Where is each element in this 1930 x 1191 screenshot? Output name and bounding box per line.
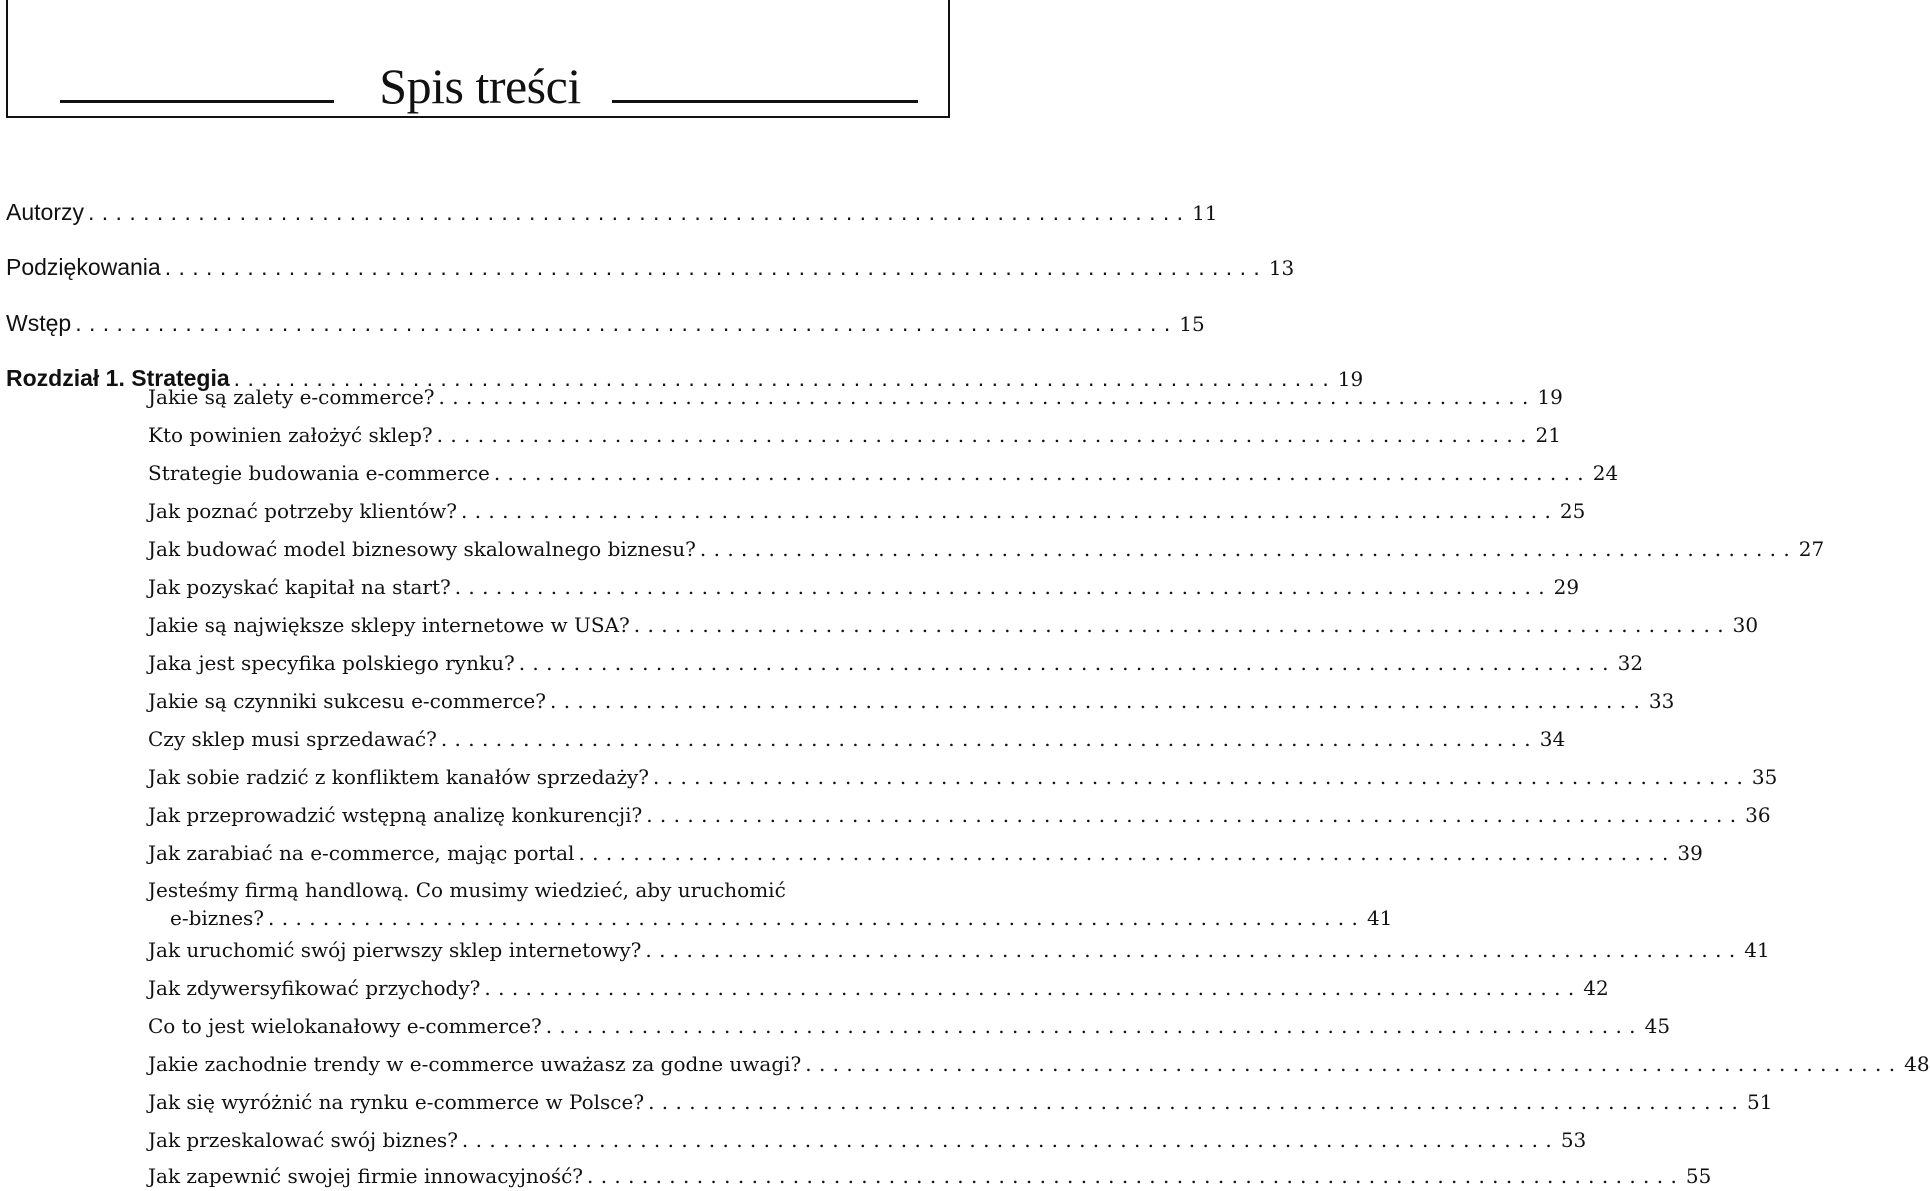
toc-entry-label: e-biznes? <box>170 906 265 930</box>
toc-entry-page: 35 <box>1751 765 1778 789</box>
toc-leader-dots: . . . . . . . . . . . . . . . . . . . . . . . . . . . . . . . . . . . . . . . . . . . . . . . . . . . . . . . . . . . . . . . . . . . . . . . . . . . . . . . . <box>653 765 1744 789</box>
toc-entry-label: Jak sobie radzić z konfliktem kanałów sprzedaży? <box>148 765 650 789</box>
toc-leader-dots: . . . . . . . . . . . . . . . . . . . . . . . . . . . . . . . . . . . . . . . . . . . . . . . . . . . . . . . . . . . . . . . . . . . . . . . . . . . . . . . . <box>460 499 1552 523</box>
toc-entry-page: 41 <box>1744 938 1770 962</box>
toc-subentry[interactable] <box>148 497 1586 525</box>
toc-subentry[interactable] <box>148 1050 1930 1078</box>
toc-entry-label: Wstęp <box>6 310 72 336</box>
toc-subentry[interactable] <box>148 1012 1671 1040</box>
toc-leader-dots: . . . . . . . . . . . . . . . . . . . . . . . . . . . . . . . . . . . . . . . . . . . . . . . . . . . . . . . . . . . . . . . . . . . . . . . . . . . . . . . . <box>268 906 1359 930</box>
toc-entry-page: 39 <box>1677 841 1703 865</box>
toc-entry-page: 45 <box>1644 1014 1671 1038</box>
toc-entry[interactable] <box>6 253 1295 282</box>
toc-leader-dots: . . . . . . . . . . . . . . . . . . . . . . . . . . . . . . . . . . . . . . . . . . . . . . . . . . . . . . . . . . . . . . . . . . . . . . . . . . . . . . . . <box>699 537 1791 561</box>
toc-entry-page: 15 <box>1179 312 1205 336</box>
toc-leader-dots: . . . . . . . . . . . . . . . . . . . . . . . . . . . . . . . . . . . . . . . . . . . . . . . . . . . . . . . . . . . . . . . . . . . . . . . . . . . . . . . . <box>645 938 1736 962</box>
toc-entry-label: Jakie zachodnie trendy w e-commerce uważasz za godne uwagi? <box>148 1052 802 1076</box>
toc-leader-dots: . . . . . . . . . . . . . . . . . . . . . . . . . . . . . . . . . . . . . . . . . . . . . . . . . . . . . . . . . . . . . . . . . . . . . . . . . . . . . . . . <box>648 1090 1739 1114</box>
toc-entry-label: Jakie są czynniki sukcesu e-commerce? <box>148 689 546 713</box>
toc-entry-page: 19 <box>1537 385 1563 409</box>
toc-entry-label: Kto powinien założyć sklep? <box>148 423 433 447</box>
toc-entry-page: 32 <box>1617 651 1644 675</box>
toc-entry-page: 25 <box>1559 499 1586 523</box>
toc-entry-label: Jakie są zalety e-commerce? <box>148 385 435 409</box>
toc-entry-page: 19 <box>1337 367 1364 391</box>
toc-subentry[interactable] <box>148 649 1644 677</box>
toc-subentry[interactable] <box>148 535 1825 563</box>
toc-leader-dots: . . . . . . . . . . . . . . . . . . . . . . . . . . . . . . . . . . . . . . . . . . . . . . . . . . . . . . . . . . . . . . . . . . . . . . . . . . . . . . . . <box>75 310 1171 336</box>
toc-subentry[interactable] <box>148 839 1703 867</box>
toc-entry-label: Jak przeprowadzić wstępną analizę konkurencji? <box>148 803 643 827</box>
toc-entry-page: 13 <box>1268 256 1295 280</box>
toc-leader-dots: . . . . . . . . . . . . . . . . . . . . . . . . . . . . . . . . . . . . . . . . . . . . . . . . . . . . . . . . . . . . . . . . . . . . . . . . . . . . . . . . <box>646 803 1737 827</box>
toc-entry-label: Jak zapewnić swojej firmie innowacyjność? <box>148 1164 583 1188</box>
toc-leader-dots: . . . . . . . . . . . . . . . . . . . . . . . . . . . . . . . . . . . . . . . . . . . . . . . . . . . . . . . . . . . . . . . . . . . . . . . . . . . . . . . . <box>164 254 1261 280</box>
toc-subentry[interactable] <box>148 383 1563 411</box>
toc-leader-dots: . . . . . . . . . . . . . . . . . . . . . . . . . . . . . . . . . . . . . . . . . . . . . . . . . . . . . . . . . . . . . . . . . . . . . . . . . . . . . . . . <box>454 575 1546 599</box>
toc-entry-label-line1: Jesteśmy firmą handlową. Co musimy wiedzieć, aby uruchomić <box>148 878 786 902</box>
toc-subentry[interactable] <box>148 1162 1712 1190</box>
toc-entry[interactable] <box>6 309 1205 338</box>
toc-entry-page: 41 <box>1366 906 1393 930</box>
toc-subentry[interactable] <box>148 936 1770 964</box>
toc-entry-label: Jak się wyróżnić na rynku e-commerce w Polsce? <box>148 1090 645 1114</box>
toc-entry-label: Strategie budowania e-commerce <box>148 461 490 485</box>
toc-entry-label: Podziękowania <box>6 254 161 280</box>
toc-leader-dots: . . . . . . . . . . . . . . . . . . . . . . . . . . . . . . . . . . . . . . . . . . . . . . . . . . . . . . . . . . . . . . . . . . . . . . . . . . . . . . . . <box>493 461 1585 485</box>
toc-entry-page: 24 <box>1592 461 1619 485</box>
toc-subentry[interactable] <box>148 1126 1587 1154</box>
toc-leader-dots: . . . . . . . . . . . . . . . . . . . . . . . . . . . . . . . . . . . . . . . . . . . . . . . . . . . . . . . . . . . . . . . . . . . . . . . . . . . . . . . . <box>233 365 1330 391</box>
toc-entry-label: Rozdział 1. Strategia <box>6 365 230 391</box>
toc-entry-label: Jak zdywersyfikować przychody? <box>148 976 481 1000</box>
toc-subentry[interactable] <box>148 725 1566 753</box>
toc-entry-label: Jak poznać potrzeby klientów? <box>148 499 457 523</box>
toc-entry-label: Jakie są największe sklepy internetowe w USA? <box>148 613 630 637</box>
toc-entry-label: Czy sklep musi sprzedawać? <box>148 727 437 751</box>
toc-subentry[interactable] <box>148 974 1609 1002</box>
toc-leader-dots: . . . . . . . . . . . . . . . . . . . . . . . . . . . . . . . . . . . . . . . . . . . . . . . . . . . . . . . . . . . . . . . . . . . . . . . . . . . . . . . . <box>461 1128 1553 1152</box>
toc-leader-dots: . . . . . . . . . . . . . . . . . . . . . . . . . . . . . . . . . . . . . . . . . . . . . . . . . . . . . . . . . . . . . . . . . . . . . . . . . . . . . . . . <box>484 976 1575 1000</box>
toc-entry-page: 30 <box>1732 613 1759 637</box>
toc-subentry[interactable] <box>148 459 1619 487</box>
toc-entry-page: 11 <box>1192 201 1218 225</box>
toc-leader-dots: . . . . . . . . . . . . . . . . . . . . . . . . . . . . . . . . . . . . . . . . . . . . . . . . . . . . . . . . . . . . . . . . . . . . . . . . . . . . . . . . <box>550 689 1641 713</box>
toc-entry-page: 27 <box>1798 537 1825 561</box>
toc-entry-page: 51 <box>1746 1090 1773 1114</box>
toc-subentry[interactable] <box>148 687 1675 715</box>
toc-entry-page: 34 <box>1539 727 1566 751</box>
toc-leader-dots: . . . . . . . . . . . . . . . . . . . . . . . . . . . . . . . . . . . . . . . . . . . . . . . . . . . . . . . . . . . . . . . . . . . . . . . . . . . . . . . . <box>518 651 1610 675</box>
toc-leader-dots: . . . . . . . . . . . . . . . . . . . . . . . . . . . . . . . . . . . . . . . . . . . . . . . . . . . . . . . . . . . . . . . . . . . . . . . . . . . . . . . . <box>436 423 1527 447</box>
toc-entry-label: Jaka jest specyfika polskiego rynku? <box>148 651 515 675</box>
toc-leader-dots: . . . . . . . . . . . . . . . . . . . . . . . . . . . . . . . . . . . . . . . . . . . . . . . . . . . . . . . . . . . . . . . . . . . . . . . . . . . . . . . . <box>440 727 1532 751</box>
toc-entry-page: 55 <box>1685 1164 1712 1188</box>
toc-subentry[interactable] <box>148 421 1561 449</box>
toc-entry[interactable] <box>6 198 1218 227</box>
toc-entry-label: Jak pozyskać kapitał na start? <box>148 575 451 599</box>
toc-subentry[interactable] <box>148 1088 1773 1116</box>
toc-entry-page: 33 <box>1648 689 1675 713</box>
toc-leader-dots: . . . . . . . . . . . . . . . . . . . . . . . . . . . . . . . . . . . . . . . . . . . . . . . . . . . . . . . . . . . . . . . . . . . . . . . . . . . . . . . . <box>805 1052 1896 1076</box>
toc-entry-label: Jak budować model biznesowy skalowalnego biznesu? <box>148 537 696 561</box>
toc-entry-label: Jak zarabiać na e-commerce, mając portal <box>148 841 575 865</box>
toc-leader-dots: . . . . . . . . . . . . . . . . . . . . . . . . . . . . . . . . . . . . . . . . . . . . . . . . . . . . . . . . . . . . . . . . . . . . . . . . . . . . . . . . <box>578 841 1669 865</box>
toc-subentry[interactable] <box>148 573 1580 601</box>
toc-leader-dots: . . . . . . . . . . . . . . . . . . . . . . . . . . . . . . . . . . . . . . . . . . . . . . . . . . . . . . . . . . . . . . . . . . . . . . . . . . . . . . . . <box>587 1164 1678 1188</box>
toc-entry-page: 42 <box>1583 976 1609 1000</box>
page-title: Spis treści <box>379 58 581 114</box>
toc-subentry[interactable] <box>148 801 1771 829</box>
toc-leader-dots: . . . . . . . . . . . . . . . . . . . . . . . . . . . . . . . . . . . . . . . . . . . . . . . . . . . . . . . . . . . . . . . . . . . . . . . . . . . . . . . . <box>438 385 1529 409</box>
toc-entry-page: 48 <box>1904 1052 1930 1076</box>
toc-entry-page: 36 <box>1745 803 1771 827</box>
toc-leader-dots: . . . . . . . . . . . . . . . . . . . . . . . . . . . . . . . . . . . . . . . . . . . . . . . . . . . . . . . . . . . . . . . . . . . . . . . . . . . . . . . . <box>87 199 1184 225</box>
toc-subentry[interactable] <box>148 763 1778 791</box>
toc-entry-label: Autorzy <box>6 199 84 225</box>
toc-entry-label: Jak przeskalować swój biznes? <box>148 1128 458 1152</box>
toc-subentry[interactable] <box>170 904 1393 932</box>
toc-leader-dots: . . . . . . . . . . . . . . . . . . . . . . . . . . . . . . . . . . . . . . . . . . . . . . . . . . . . . . . . . . . . . . . . . . . . . . . . . . . . . . . . <box>545 1014 1637 1038</box>
toc-entry-label: Jak uruchomić swój pierwszy sklep internetowy? <box>148 938 642 962</box>
toc-entry-page: 21 <box>1535 423 1561 447</box>
toc-subentry[interactable] <box>148 611 1759 639</box>
toc-entry-label: Co to jest wielokanałowy e-commerce? <box>148 1014 542 1038</box>
toc-leader-dots: . . . . . . . . . . . . . . . . . . . . . . . . . . . . . . . . . . . . . . . . . . . . . . . . . . . . . . . . . . . . . . . . . . . . . . . . . . . . . . . . <box>633 613 1725 637</box>
toc-entry-page: 53 <box>1560 1128 1587 1152</box>
toc-entry-page: 29 <box>1553 575 1580 599</box>
